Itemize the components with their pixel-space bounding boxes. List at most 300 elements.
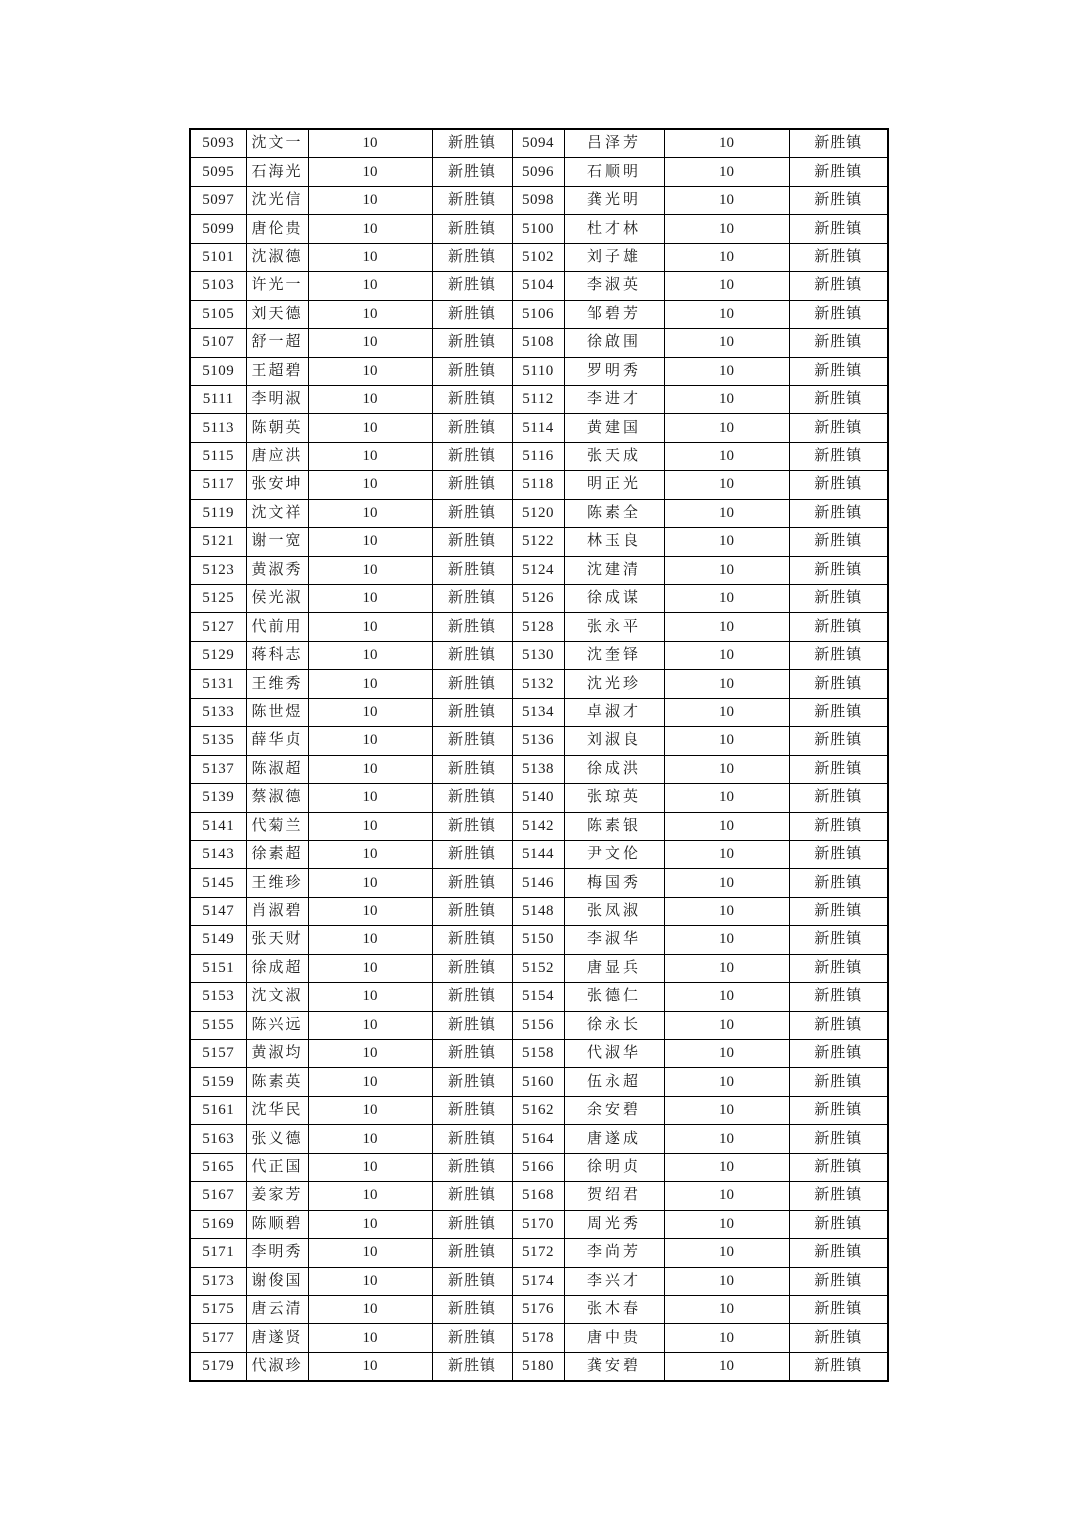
serial-cell: 5098	[512, 186, 564, 214]
name-cell: 刘天德	[246, 300, 308, 328]
table-row	[190, 1182, 888, 1210]
table-row	[190, 1352, 888, 1381]
value-cell: 10	[308, 983, 432, 1011]
value-cell: 10	[664, 840, 789, 868]
serial-cell: 5129	[190, 641, 246, 669]
value-cell: 10	[664, 556, 789, 584]
roster-table-body	[190, 129, 888, 1381]
name-cell: 沈华民	[246, 1096, 308, 1124]
value-cell: 10	[308, 755, 432, 783]
serial-cell: 5116	[512, 442, 564, 470]
town-cell: 新胜镇	[432, 1011, 512, 1039]
serial-cell: 5133	[190, 698, 246, 726]
name-cell: 陈顺碧	[246, 1210, 308, 1238]
name-cell: 唐中贵	[564, 1324, 664, 1352]
value-cell: 10	[308, 1153, 432, 1181]
table-row	[190, 641, 888, 669]
value-cell: 10	[308, 215, 432, 243]
value-cell: 10	[308, 869, 432, 897]
name-cell: 陈素英	[246, 1068, 308, 1096]
value-cell: 10	[308, 840, 432, 868]
serial-cell: 5137	[190, 755, 246, 783]
value-cell: 10	[664, 585, 789, 613]
town-cell: 新胜镇	[432, 1295, 512, 1323]
value-cell: 10	[664, 983, 789, 1011]
serial-cell: 5161	[190, 1096, 246, 1124]
name-cell: 徐素超	[246, 840, 308, 868]
serial-cell: 5162	[512, 1096, 564, 1124]
value-cell: 10	[664, 1040, 789, 1068]
town-cell: 新胜镇	[432, 812, 512, 840]
value-cell: 10	[308, 1182, 432, 1210]
name-cell: 徐成谋	[564, 585, 664, 613]
table-row	[190, 243, 888, 271]
value-cell: 10	[308, 1210, 432, 1238]
table-row	[190, 186, 888, 214]
serial-cell: 5158	[512, 1040, 564, 1068]
value-cell: 10	[308, 272, 432, 300]
serial-cell: 5147	[190, 897, 246, 925]
value-cell: 10	[664, 471, 789, 499]
serial-cell: 5095	[190, 158, 246, 186]
value-cell: 10	[308, 471, 432, 499]
value-cell: 10	[664, 869, 789, 897]
value-cell: 10	[664, 954, 789, 982]
value-cell: 10	[308, 585, 432, 613]
value-cell: 10	[664, 1324, 789, 1352]
town-cell: 新胜镇	[432, 1267, 512, 1295]
serial-cell: 5118	[512, 471, 564, 499]
town-cell: 新胜镇	[789, 129, 888, 158]
serial-cell: 5113	[190, 414, 246, 442]
serial-cell: 5173	[190, 1267, 246, 1295]
name-cell: 张义德	[246, 1125, 308, 1153]
value-cell: 10	[664, 1210, 789, 1238]
serial-cell: 5102	[512, 243, 564, 271]
value-cell: 10	[308, 1096, 432, 1124]
value-cell: 10	[664, 528, 789, 556]
name-cell: 蔡淑德	[246, 784, 308, 812]
serial-cell: 5131	[190, 670, 246, 698]
town-cell: 新胜镇	[789, 1011, 888, 1039]
serial-cell: 5152	[512, 954, 564, 982]
name-cell: 龚安碧	[564, 1352, 664, 1381]
town-cell: 新胜镇	[432, 840, 512, 868]
value-cell: 10	[308, 1040, 432, 1068]
value-cell: 10	[308, 357, 432, 385]
table-row	[190, 499, 888, 527]
value-cell: 10	[308, 1011, 432, 1039]
value-cell: 10	[308, 641, 432, 669]
serial-cell: 5119	[190, 499, 246, 527]
table-row	[190, 926, 888, 954]
table-row	[190, 1210, 888, 1238]
table-row	[190, 471, 888, 499]
name-cell: 张天成	[564, 442, 664, 470]
name-cell: 罗明秀	[564, 357, 664, 385]
town-cell: 新胜镇	[432, 670, 512, 698]
name-cell: 沈奎铎	[564, 641, 664, 669]
town-cell: 新胜镇	[432, 556, 512, 584]
table-row	[190, 840, 888, 868]
name-cell: 刘淑良	[564, 727, 664, 755]
town-cell: 新胜镇	[789, 1324, 888, 1352]
value-cell: 10	[664, 641, 789, 669]
serial-cell: 5157	[190, 1040, 246, 1068]
town-cell: 新胜镇	[432, 272, 512, 300]
serial-cell: 5125	[190, 585, 246, 613]
value-cell: 10	[308, 670, 432, 698]
value-cell: 10	[664, 698, 789, 726]
value-cell: 10	[664, 1125, 789, 1153]
town-cell: 新胜镇	[789, 897, 888, 925]
name-cell: 李淑英	[564, 272, 664, 300]
serial-cell: 5104	[512, 272, 564, 300]
name-cell: 沈光珍	[564, 670, 664, 698]
name-cell: 谢俊国	[246, 1267, 308, 1295]
town-cell: 新胜镇	[432, 954, 512, 982]
town-cell: 新胜镇	[789, 499, 888, 527]
town-cell: 新胜镇	[789, 1267, 888, 1295]
town-cell: 新胜镇	[432, 1068, 512, 1096]
serial-cell: 5101	[190, 243, 246, 271]
serial-cell: 5105	[190, 300, 246, 328]
name-cell: 陈世煜	[246, 698, 308, 726]
serial-cell: 5122	[512, 528, 564, 556]
value-cell: 10	[664, 1239, 789, 1267]
value-cell: 10	[664, 1267, 789, 1295]
value-cell: 10	[664, 1182, 789, 1210]
name-cell: 陈素银	[564, 812, 664, 840]
table-row	[190, 812, 888, 840]
name-cell: 代淑珍	[246, 1352, 308, 1381]
name-cell: 陈朝英	[246, 414, 308, 442]
serial-cell: 5164	[512, 1125, 564, 1153]
town-cell: 新胜镇	[432, 186, 512, 214]
serial-cell: 5094	[512, 129, 564, 158]
name-cell: 杜才林	[564, 215, 664, 243]
serial-cell: 5154	[512, 983, 564, 1011]
town-cell: 新胜镇	[432, 727, 512, 755]
value-cell: 10	[664, 385, 789, 413]
name-cell: 徐成超	[246, 954, 308, 982]
name-cell: 代淑华	[564, 1040, 664, 1068]
town-cell: 新胜镇	[432, 158, 512, 186]
name-cell: 沈文祥	[246, 499, 308, 527]
value-cell: 10	[308, 727, 432, 755]
name-cell: 吕泽芳	[564, 129, 664, 158]
name-cell: 张德仁	[564, 983, 664, 1011]
table-row	[190, 1267, 888, 1295]
name-cell: 唐遂贤	[246, 1324, 308, 1352]
town-cell: 新胜镇	[432, 926, 512, 954]
value-cell: 10	[308, 1068, 432, 1096]
name-cell: 沈建清	[564, 556, 664, 584]
value-cell: 10	[664, 357, 789, 385]
name-cell: 石顺明	[564, 158, 664, 186]
serial-cell: 5153	[190, 983, 246, 1011]
table-row	[190, 897, 888, 925]
town-cell: 新胜镇	[789, 983, 888, 1011]
town-cell: 新胜镇	[432, 641, 512, 669]
town-cell: 新胜镇	[789, 471, 888, 499]
serial-cell: 5108	[512, 329, 564, 357]
town-cell: 新胜镇	[789, 357, 888, 385]
table-row	[190, 698, 888, 726]
name-cell: 姜家芳	[246, 1182, 308, 1210]
value-cell: 10	[664, 897, 789, 925]
name-cell: 邹碧芳	[564, 300, 664, 328]
town-cell: 新胜镇	[789, 755, 888, 783]
serial-cell: 5148	[512, 897, 564, 925]
name-cell: 林玉良	[564, 528, 664, 556]
serial-cell: 5169	[190, 1210, 246, 1238]
town-cell: 新胜镇	[789, 1182, 888, 1210]
town-cell: 新胜镇	[789, 1153, 888, 1181]
town-cell: 新胜镇	[789, 1125, 888, 1153]
name-cell: 谢一宽	[246, 528, 308, 556]
town-cell: 新胜镇	[432, 698, 512, 726]
town-cell: 新胜镇	[789, 926, 888, 954]
value-cell: 10	[664, 727, 789, 755]
serial-cell: 5166	[512, 1153, 564, 1181]
name-cell: 张永平	[564, 613, 664, 641]
value-cell: 10	[308, 613, 432, 641]
value-cell: 10	[308, 1125, 432, 1153]
value-cell: 10	[664, 613, 789, 641]
name-cell: 许光一	[246, 272, 308, 300]
table-row	[190, 1125, 888, 1153]
value-cell: 10	[308, 442, 432, 470]
serial-cell: 5128	[512, 613, 564, 641]
serial-cell: 5106	[512, 300, 564, 328]
serial-cell: 5176	[512, 1295, 564, 1323]
value-cell: 10	[308, 528, 432, 556]
table-row	[190, 1011, 888, 1039]
name-cell: 徐成洪	[564, 755, 664, 783]
town-cell: 新胜镇	[789, 1040, 888, 1068]
name-cell: 徐永长	[564, 1011, 664, 1039]
serial-cell: 5111	[190, 385, 246, 413]
name-cell: 王维秀	[246, 670, 308, 698]
serial-cell: 5132	[512, 670, 564, 698]
value-cell: 10	[308, 1239, 432, 1267]
name-cell: 明正光	[564, 471, 664, 499]
name-cell: 伍永超	[564, 1068, 664, 1096]
name-cell: 李明淑	[246, 385, 308, 413]
serial-cell: 5168	[512, 1182, 564, 1210]
town-cell: 新胜镇	[432, 585, 512, 613]
town-cell: 新胜镇	[789, 1210, 888, 1238]
table-row	[190, 585, 888, 613]
town-cell: 新胜镇	[789, 300, 888, 328]
name-cell: 唐云清	[246, 1295, 308, 1323]
value-cell: 10	[308, 556, 432, 584]
name-cell: 唐应洪	[246, 442, 308, 470]
town-cell: 新胜镇	[789, 385, 888, 413]
value-cell: 10	[664, 158, 789, 186]
table-row	[190, 954, 888, 982]
town-cell: 新胜镇	[432, 1324, 512, 1352]
name-cell: 陈淑超	[246, 755, 308, 783]
town-cell: 新胜镇	[789, 869, 888, 897]
table-row	[190, 215, 888, 243]
town-cell: 新胜镇	[432, 329, 512, 357]
serial-cell: 5135	[190, 727, 246, 755]
table-row	[190, 414, 888, 442]
value-cell: 10	[308, 186, 432, 214]
value-cell: 10	[664, 1153, 789, 1181]
value-cell: 10	[664, 186, 789, 214]
serial-cell: 5139	[190, 784, 246, 812]
table-row	[190, 1153, 888, 1181]
value-cell: 10	[308, 1267, 432, 1295]
serial-cell: 5100	[512, 215, 564, 243]
town-cell: 新胜镇	[432, 528, 512, 556]
serial-cell: 5167	[190, 1182, 246, 1210]
table-row	[190, 1295, 888, 1323]
table-row	[190, 670, 888, 698]
town-cell: 新胜镇	[432, 613, 512, 641]
serial-cell: 5107	[190, 329, 246, 357]
town-cell: 新胜镇	[789, 272, 888, 300]
value-cell: 10	[664, 129, 789, 158]
name-cell: 龚光明	[564, 186, 664, 214]
serial-cell: 5171	[190, 1239, 246, 1267]
serial-cell: 5130	[512, 641, 564, 669]
name-cell: 沈淑德	[246, 243, 308, 271]
table-row	[190, 385, 888, 413]
serial-cell: 5146	[512, 869, 564, 897]
town-cell: 新胜镇	[432, 215, 512, 243]
serial-cell: 5140	[512, 784, 564, 812]
value-cell: 10	[664, 812, 789, 840]
name-cell: 蒋科志	[246, 641, 308, 669]
name-cell: 唐显兵	[564, 954, 664, 982]
name-cell: 李尚芳	[564, 1239, 664, 1267]
serial-cell: 5136	[512, 727, 564, 755]
town-cell: 新胜镇	[432, 1040, 512, 1068]
town-cell: 新胜镇	[789, 186, 888, 214]
town-cell: 新胜镇	[789, 698, 888, 726]
value-cell: 10	[308, 329, 432, 357]
name-cell: 沈光信	[246, 186, 308, 214]
town-cell: 新胜镇	[789, 1239, 888, 1267]
value-cell: 10	[664, 1352, 789, 1381]
serial-cell: 5114	[512, 414, 564, 442]
table-row	[190, 727, 888, 755]
value-cell: 10	[664, 755, 789, 783]
serial-cell: 5156	[512, 1011, 564, 1039]
town-cell: 新胜镇	[432, 784, 512, 812]
town-cell: 新胜镇	[789, 812, 888, 840]
value-cell: 10	[664, 329, 789, 357]
table-row	[190, 357, 888, 385]
value-cell: 10	[308, 698, 432, 726]
name-cell: 张天财	[246, 926, 308, 954]
town-cell: 新胜镇	[432, 357, 512, 385]
value-cell: 10	[664, 1011, 789, 1039]
town-cell: 新胜镇	[789, 727, 888, 755]
serial-cell: 5093	[190, 129, 246, 158]
town-cell: 新胜镇	[432, 1096, 512, 1124]
town-cell: 新胜镇	[789, 1096, 888, 1124]
table-row	[190, 1096, 888, 1124]
serial-cell: 5163	[190, 1125, 246, 1153]
name-cell: 石海光	[246, 158, 308, 186]
table-row	[190, 329, 888, 357]
table-row	[190, 1040, 888, 1068]
table-row	[190, 983, 888, 1011]
table-row	[190, 869, 888, 897]
town-cell: 新胜镇	[432, 499, 512, 527]
value-cell: 10	[664, 243, 789, 271]
name-cell: 张木春	[564, 1295, 664, 1323]
name-cell: 张琼英	[564, 784, 664, 812]
serial-cell: 5127	[190, 613, 246, 641]
name-cell: 贺绍君	[564, 1182, 664, 1210]
town-cell: 新胜镇	[432, 1352, 512, 1381]
town-cell: 新胜镇	[789, 243, 888, 271]
town-cell: 新胜镇	[789, 954, 888, 982]
value-cell: 10	[308, 1324, 432, 1352]
table-row	[190, 556, 888, 584]
serial-cell: 5160	[512, 1068, 564, 1096]
town-cell: 新胜镇	[432, 414, 512, 442]
serial-cell: 5179	[190, 1352, 246, 1381]
name-cell: 王维珍	[246, 869, 308, 897]
name-cell: 黄建国	[564, 414, 664, 442]
town-cell: 新胜镇	[789, 442, 888, 470]
value-cell: 10	[664, 784, 789, 812]
name-cell: 李淑华	[564, 926, 664, 954]
name-cell: 张安坤	[246, 471, 308, 499]
town-cell: 新胜镇	[789, 329, 888, 357]
table-row	[190, 528, 888, 556]
town-cell: 新胜镇	[432, 471, 512, 499]
serial-cell: 5110	[512, 357, 564, 385]
value-cell: 10	[308, 1352, 432, 1381]
value-cell: 10	[308, 812, 432, 840]
serial-cell: 5155	[190, 1011, 246, 1039]
name-cell: 周光秀	[564, 1210, 664, 1238]
town-cell: 新胜镇	[789, 528, 888, 556]
name-cell: 王超碧	[246, 357, 308, 385]
table-row	[190, 272, 888, 300]
serial-cell: 5109	[190, 357, 246, 385]
value-cell: 10	[664, 1068, 789, 1096]
value-cell: 10	[308, 784, 432, 812]
value-cell: 10	[664, 414, 789, 442]
serial-cell: 5115	[190, 442, 246, 470]
table-row	[190, 784, 888, 812]
serial-cell: 5138	[512, 755, 564, 783]
name-cell: 黄淑均	[246, 1040, 308, 1068]
town-cell: 新胜镇	[432, 1125, 512, 1153]
name-cell: 代正国	[246, 1153, 308, 1181]
town-cell: 新胜镇	[789, 1352, 888, 1381]
serial-cell: 5170	[512, 1210, 564, 1238]
serial-cell: 5126	[512, 585, 564, 613]
table-row	[190, 1239, 888, 1267]
serial-cell: 5172	[512, 1239, 564, 1267]
value-cell: 10	[308, 300, 432, 328]
value-cell: 10	[664, 215, 789, 243]
serial-cell: 5177	[190, 1324, 246, 1352]
town-cell: 新胜镇	[432, 897, 512, 925]
serial-cell: 5150	[512, 926, 564, 954]
name-cell: 李兴才	[564, 1267, 664, 1295]
